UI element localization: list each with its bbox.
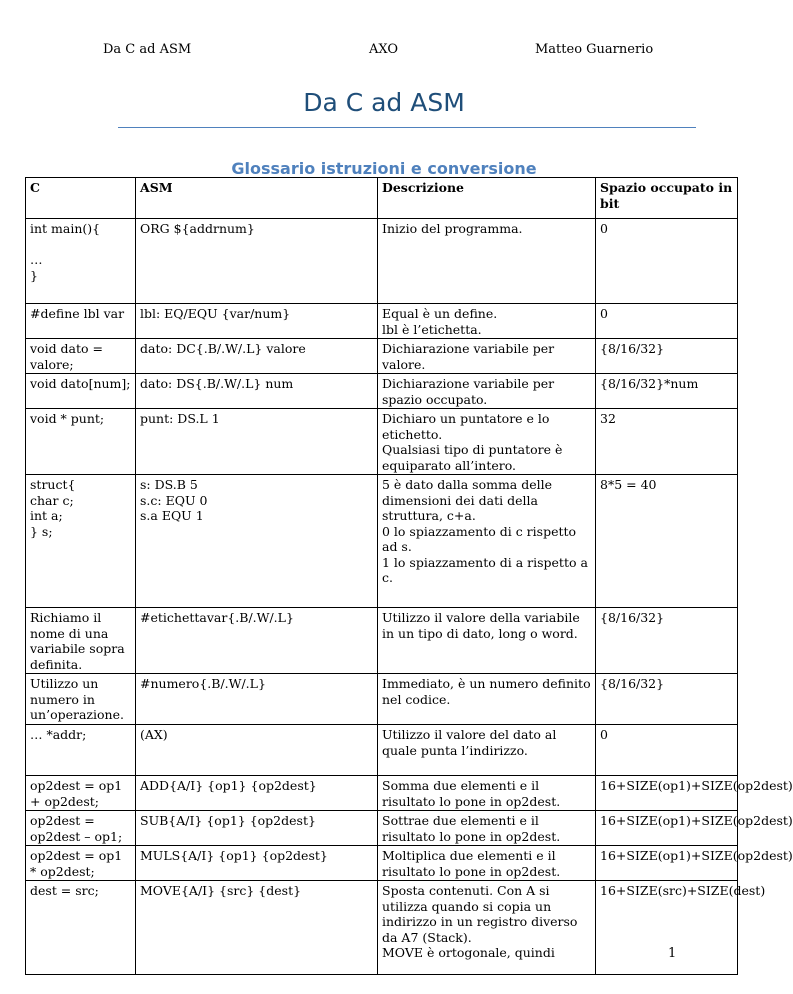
col-header-spazio: Spazio occupato in bit	[596, 178, 738, 219]
cell-c: Utilizzo un numero in un’operazione.	[26, 674, 136, 725]
table-row	[26, 674, 738, 725]
cell-spazio: 0	[596, 725, 738, 776]
cell-asm: dato: DC{.B/.W/.L} valore	[136, 339, 378, 374]
cell-descrizione: Immediato, è un numero definito nel codice.	[378, 674, 596, 725]
table-row	[26, 846, 738, 881]
header-right: Matteo Guarnerio	[535, 42, 654, 57]
cell-spazio: 16+SIZE(op1)+SIZE(op2dest)	[596, 776, 738, 811]
table-body	[26, 219, 793, 975]
cell-c: op2dest = op1 * op2dest;	[26, 846, 136, 881]
cell-descrizione: 5 è dato dalla somma delle dimensioni dei dati della struttura, c+a. 0 lo spiazzamento di c rispetto ad s. 1 lo spiazzamento di a rispetto a c.	[378, 475, 596, 608]
title-underline	[118, 127, 696, 128]
cell-c: void dato[num];	[26, 374, 136, 409]
cell-descrizione: Utilizzo il valore del dato al quale punta l’indirizzo.	[378, 725, 596, 776]
table-row	[26, 339, 738, 374]
cell-descrizione: Sposta contenuti. Con A si utilizza quando si copia un indirizzo in un registro diverso da A7 (Stack). MOVE è ortogonale, quindi	[378, 881, 596, 975]
cell-spazio: 0	[596, 219, 738, 304]
cell-c: … *addr;	[26, 725, 136, 776]
cell-asm: dato: DS{.B/.W/.L} num	[136, 374, 378, 409]
table-header-row	[26, 178, 738, 219]
table-row	[26, 219, 738, 304]
cell-asm: #etichettavar{.B/.W/.L}	[136, 608, 378, 674]
cell-asm: lbl: EQ/EQU {var/num}	[136, 304, 378, 339]
cell-descrizione: Dichiaro un puntatore e lo etichetto. Qualsiasi tipo di puntatore è equiparato all’intero.	[378, 409, 596, 475]
cell-c: Richiamo il nome di una variabile sopra definita.	[26, 608, 136, 674]
col-header-c: C	[26, 178, 136, 219]
cell-spazio: 0	[596, 304, 738, 339]
cell-asm: MOVE{A/I} {src} {dest}	[136, 881, 378, 975]
cell-asm: MULS{A/I} {op1} {op2dest}	[136, 846, 378, 881]
cell-descrizione: Sottrae due elementi e il risultato lo pone in op2dest.	[378, 811, 596, 846]
cell-spazio: {8/16/32}	[596, 339, 738, 374]
cell-spazio: {8/16/32}*num	[596, 374, 738, 409]
cell-asm: (AX)	[136, 725, 378, 776]
cell-spazio: 32	[596, 409, 738, 475]
section-title: Glossario istruzioni e conversione	[231, 159, 537, 178]
cell-descrizione: Utilizzo il valore della variabile in un tipo di dato, long o word.	[378, 608, 596, 674]
cell-asm: #numero{.B/.W/.L}	[136, 674, 378, 725]
cell-c: int main(){ … }	[26, 219, 136, 304]
table-row	[26, 304, 738, 339]
table-row	[26, 409, 738, 475]
cell-asm: punt: DS.L 1	[136, 409, 378, 475]
cell-spazio: 8*5 = 40	[596, 475, 738, 608]
glossary-table	[25, 177, 793, 975]
cell-c: void dato = valore;	[26, 339, 136, 374]
cell-c: struct{ char c; int a; } s;	[26, 475, 136, 608]
cell-spazio: {8/16/32}	[596, 674, 738, 725]
col-header-asm: ASM	[136, 178, 378, 219]
header-center: AXO	[369, 42, 399, 57]
cell-descrizione: Dichiarazione variabile per spazio occupato.	[378, 374, 596, 409]
table-row	[26, 374, 738, 409]
cell-c: op2dest = op2dest – op1;	[26, 811, 136, 846]
cell-c: dest = src;	[26, 881, 136, 975]
cell-spazio: 16+SIZE(op1)+SIZE(op2dest)	[596, 846, 738, 881]
cell-spazio: 16+SIZE(src)+SIZE(dest)	[596, 881, 738, 975]
cell-c: #define lbl var	[26, 304, 136, 339]
cell-descrizione: Dichiarazione variabile per valore.	[378, 339, 596, 374]
table-row	[26, 881, 738, 975]
document-title: Da C ad ASM	[303, 88, 465, 117]
cell-asm: s: DS.B 5 s.c: EQU 0 s.a EQU 1	[136, 475, 378, 608]
table-row	[26, 725, 738, 776]
cell-spazio: 16+SIZE(op1)+SIZE(op2dest)	[596, 811, 738, 846]
cell-spazio: {8/16/32}	[596, 608, 738, 674]
page-number: 1	[668, 946, 677, 961]
col-header-descrizione: Descrizione	[378, 178, 596, 219]
cell-descrizione: Equal è un define. lbl è l’etichetta.	[378, 304, 596, 339]
cell-asm: ORG ${addrnum}	[136, 219, 378, 304]
cell-descrizione: Inizio del programma.	[378, 219, 596, 304]
cell-c: op2dest = op1 + op2dest;	[26, 776, 136, 811]
cell-asm: ADD{A/I} {op1} {op2dest}	[136, 776, 378, 811]
header-left: Da C ad ASM	[103, 42, 192, 57]
table-row	[26, 608, 738, 674]
cell-asm: SUB{A/I} {op1} {op2dest}	[136, 811, 378, 846]
table-row	[26, 776, 738, 811]
table-row	[26, 811, 738, 846]
table-row	[26, 475, 738, 608]
cell-descrizione: Somma due elementi e il risultato lo pone in op2dest.	[378, 776, 596, 811]
cell-descrizione: Moltiplica due elementi e il risultato lo pone in op2dest.	[378, 846, 596, 881]
cell-c: void * punt;	[26, 409, 136, 475]
